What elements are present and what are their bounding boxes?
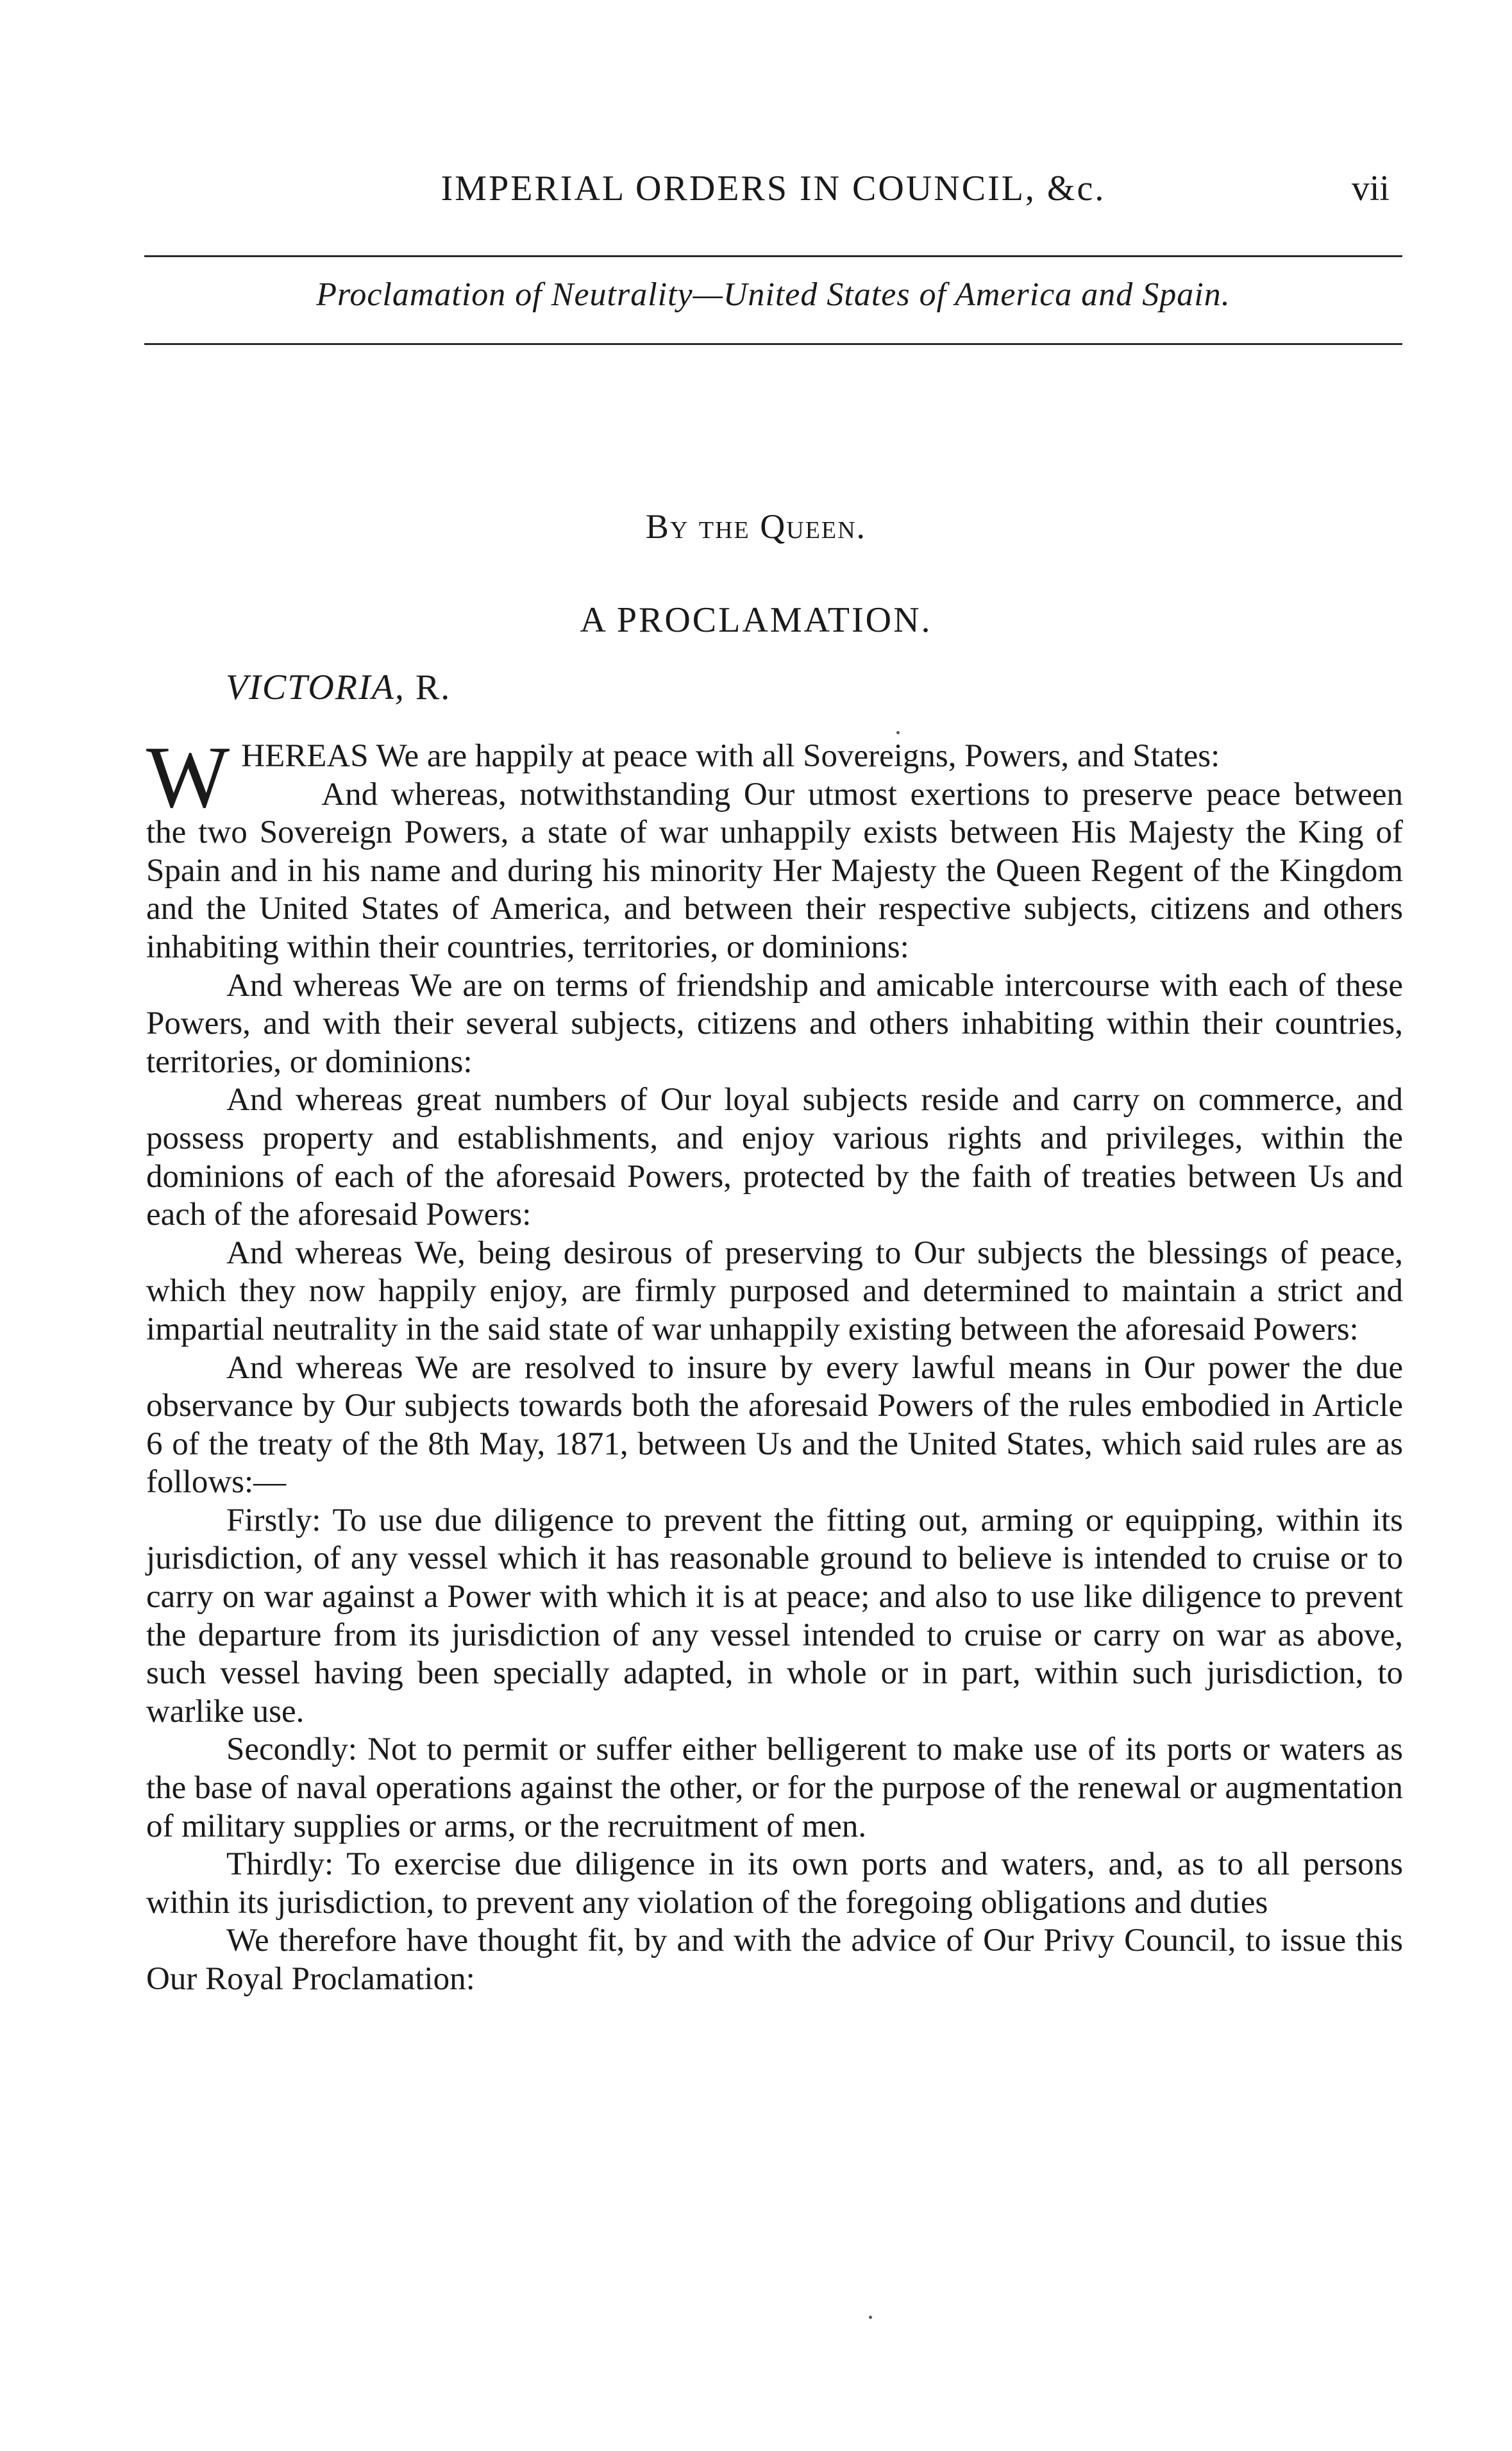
paragraph-state-of-war: And whereas, notwithstanding Our utmost exertions to preserve peace between the two Sovereign Powers, a state of war unhappily exists between His Majesty the King of Spain and in his name and during his minority Her Majesty the Queen Regent of the Kingdom and the United States of America, and between their respective subjects, citizens and others inhabiting within their countries, territories, or dominions: — [146, 776, 1403, 965]
header-rule-bottom — [144, 343, 1402, 345]
proclamation-body — [146, 728, 1403, 1999]
paragraph-text: HEREAS We are happily at peace with all Sovereigns, Powers, and States: — [241, 738, 1220, 774]
paragraph-firstly: Firstly: To use due diligence to prevent the fitting out, arming or equipping, within its jurisdiction, of any vessel which it has reasonable ground to believe is intended to cruise or to carry on war against a Power with which it is at peace; and also to use like diligence to prevent the departure from its jurisdiction of any vessel intended to cruise or carry on war as above, such vessel having been specially adapted, in whole or in part, within such jurisdiction, to warlike use. — [146, 1502, 1403, 1730]
signature-suffix: R. — [405, 668, 451, 707]
section-subtitle: Proclamation of Neutrality—United States of America and Spain. — [316, 276, 1231, 313]
print-speck — [896, 731, 900, 734]
proclamation-heading: A PROCLAMATION. — [580, 600, 932, 640]
paragraph-whereas — [146, 728, 1403, 826]
by-the-queen: By the Queen. — [645, 507, 867, 546]
paragraph-thirdly: Thirdly: To exercise due diligence in its own ports and waters, and, as to all persons within its jurisdiction, to prevent any violation of the foregoing obligations and duties — [146, 1846, 1403, 1921]
running-head — [144, 168, 1402, 213]
signature-name: VICTORIA, — [226, 668, 405, 707]
running-title: IMPERIAL ORDERS IN COUNCIL, &c. — [441, 169, 1106, 208]
paragraph-loyal-subjects: And whereas great numbers of Our loyal subjects reside and carry on commerce, and possess property and establishments, and enjoy various rights and privileges, within the dominions of each of the aforesaid Powers, protected by the faith of treaties between Us and each of the aforesaid Powers: — [146, 1082, 1403, 1233]
header-rule-top — [144, 255, 1402, 257]
drop-cap: W — [146, 728, 230, 826]
paragraph-therefore: We therefore have thought fit, by and with the advice of Our Privy Council, to issue this Our Royal Proclamation: — [146, 1923, 1403, 1997]
paragraph-friendship: And whereas We are on terms of friendship and amicable intercourse with each of these Powers, and with their several subjects, citizens and others inhabiting within their countries, territories, or dominions: — [146, 967, 1403, 1080]
page-number: vii — [1351, 169, 1390, 208]
paragraph-secondly: Secondly: Not to permit or suffer either belligerent to make use of its ports or waters as the base of naval operations against the other, or for the purpose of the renewal or augmentation of military supplies or arms, or the recruitment of men. — [146, 1731, 1403, 1844]
royal-signature — [226, 667, 451, 708]
paragraph-treaty-rules: And whereas We are resolved to insure by every lawful means in Our power the due observance by Our subjects towards both the aforesaid Powers of the rules embodied in Article 6 of the treaty of the 8th May, 1871, between Us and the United States, which said rules are as follows:— — [146, 1349, 1403, 1501]
print-speck — [869, 2316, 872, 2319]
paragraph-neutrality: And whereas We, being desirous of preserving to Our subjects the blessings of peace, which they now happily enjoy, are firmly purposed and determined to maintain a strict and impartial neutrality in the said state of war unhappily existing between the aforesaid Powers: — [146, 1234, 1403, 1347]
